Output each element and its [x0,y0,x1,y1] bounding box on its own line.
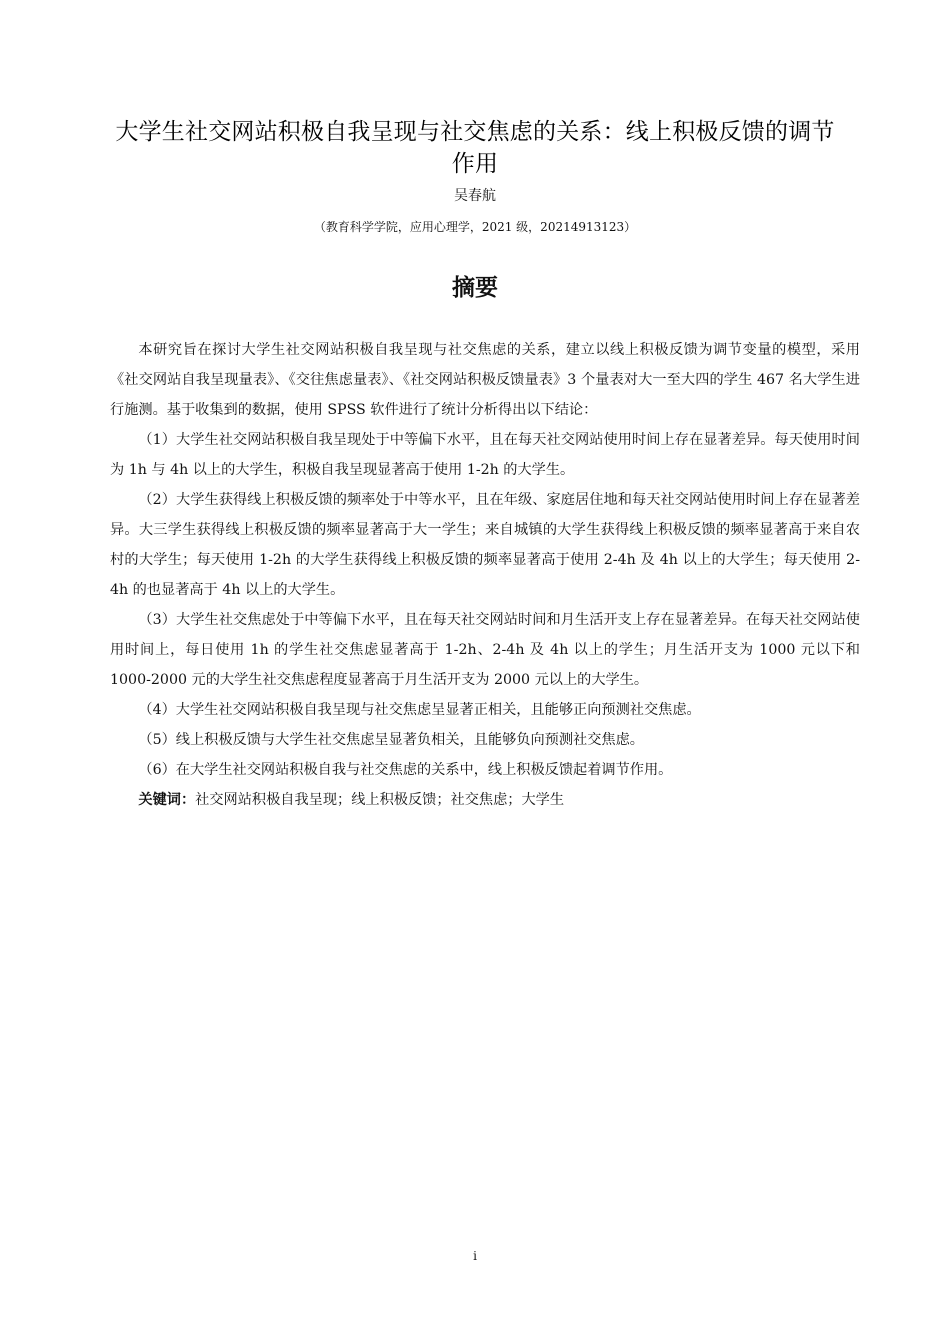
conclusion-2: （2）大学生获得线上积极反馈的频率处于中等水平，且在年级、家庭居住地和每天社交网站使用时间上存在显著差异。大三学生获得线上积极反馈的频率显著高于大一学生；来自城镇的大学生获得线上积极反馈的频率显著高于来自农村的大学生；每天使用 1-2h 的大学生获得线上积极反馈的频率显著高于使用 2-4h 及 4h 以上的大学生；每天使用 2-4h 的也显著高于 4h 以上的大学生。 [110,492,860,598]
conclusion-5: （5）线上积极反馈与大学生社交焦虑呈显著负相关，且能够负向预测社交焦虑。 [138,732,644,748]
abstract-intro-paragraph: 本研究旨在探讨大学生社交网站积极自我呈现与社交焦虑的关系，建立以线上积极反馈为调节变量的模型，采用《社交网站自我呈现量表》、《交往焦虑量表》、《社交网站积极反馈量表》3 个量表对大一至大四的学生 467 名大学生进行施测。基于收集到的数据，使用 SPSS 软件进行了统计分析得出以下结论： [110,342,860,418]
abstract-heading: 摘要 [452,275,498,301]
abstract-body [110,335,860,815]
paper-title: 大学生社交网站积极自我呈现与社交焦虑的关系：线上积极反馈的调节作用 [115,119,835,177]
conclusion-3: （3）大学生社交焦虑处于中等偏下水平，且在每天社交网站时间和月生活开支上存在显著差异。在每天社交网站使用时间上，每日使用 1h 的学生社交焦虑显著高于 1-2h、2-4h 及 4h 以上的学生；月生活开支为 1000 元以下和 1000-2000 元的大学生社交焦虑程度显著高于月生活开支为 2000 元以上的大学生。 [110,612,860,688]
author-affiliation: （教育科学学院，应用心理学，2021 级，20214913123） [313,220,637,234]
author-name: 吴春航 [454,188,496,204]
conclusion-1: （1）大学生社交网站积极自我呈现处于中等偏下水平，且在每天社交网站使用时间上存在显著差异。每天使用时间为 1h 与 4h 以上的大学生，积极自我呈现显著高于使用 1-2h 的大学生。 [110,432,860,478]
keywords-label: 关键词： [138,792,196,808]
page-number: i [473,1249,477,1263]
keywords-list: 社交网站积极自我呈现；线上积极反馈；社交焦虑；大学生 [195,792,565,808]
keywords-line [110,785,860,815]
conclusion-6: （6）在大学生社交网站积极自我与社交焦虑的关系中，线上积极反馈起着调节作用。 [138,762,673,778]
conclusion-4: （4）大学生社交网站积极自我呈现与社交焦虑呈显著正相关，且能够正向预测社交焦虑。 [138,702,701,718]
